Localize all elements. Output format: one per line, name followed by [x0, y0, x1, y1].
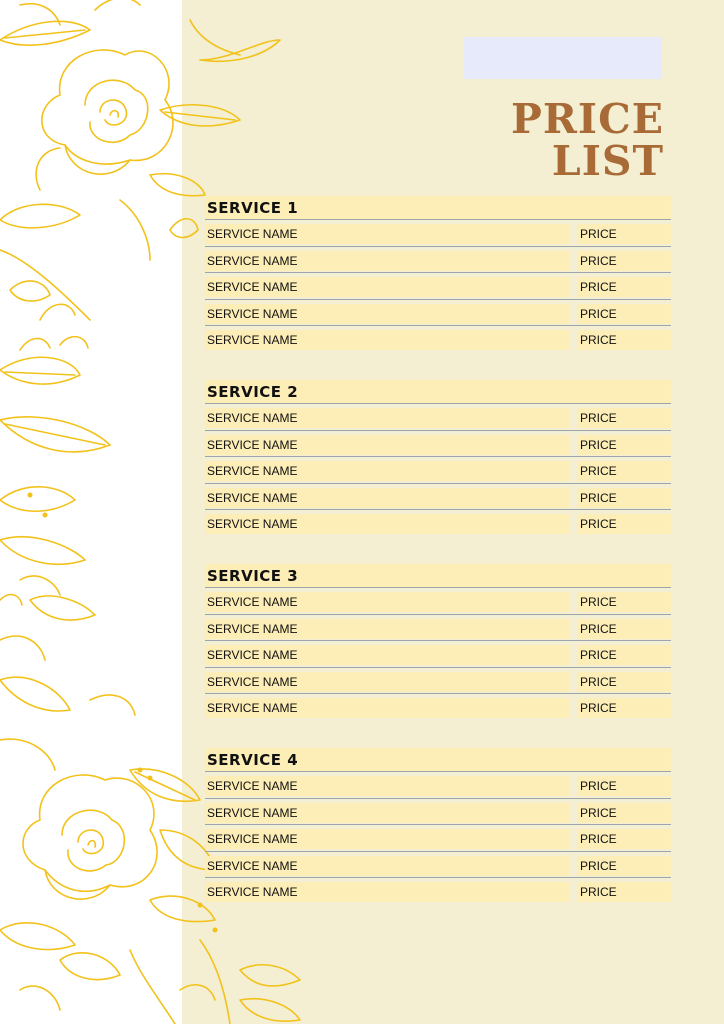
section-heading: SERVICE 4 [205, 748, 671, 772]
service-price: PRICE [580, 227, 617, 241]
service-price: PRICE [580, 832, 617, 846]
service-section [205, 564, 671, 721]
service-price: PRICE [580, 701, 617, 715]
service-name: SERVICE NAME [207, 280, 298, 294]
list-item [205, 457, 671, 484]
service-name: SERVICE NAME [207, 674, 298, 689]
service-price: PRICE [580, 437, 617, 452]
service-name: SERVICE NAME [207, 464, 298, 478]
list-item [205, 326, 671, 353]
logo-placeholder [464, 37, 662, 79]
service-name: SERVICE NAME [207, 227, 298, 241]
service-price: PRICE [580, 779, 617, 793]
section-heading: SERVICE 1 [205, 196, 671, 220]
service-price: PRICE [580, 333, 617, 347]
service-price: PRICE [580, 411, 617, 425]
list-item [205, 510, 671, 537]
title-line: PRICE [511, 95, 664, 143]
rose-illustration-icon [36, 50, 173, 190]
service-name: SERVICE NAME [207, 648, 298, 662]
list-item [205, 273, 671, 300]
service-price: PRICE [580, 858, 617, 873]
service-name: SERVICE NAME [207, 517, 298, 531]
service-price: PRICE [580, 280, 617, 294]
list-item [205, 694, 671, 721]
service-price: PRICE [580, 490, 617, 505]
service-name: SERVICE NAME [207, 805, 298, 820]
service-name: SERVICE NAME [207, 885, 298, 899]
service-name: SERVICE NAME [207, 621, 298, 636]
service-name: SERVICE NAME [207, 411, 298, 425]
service-name: SERVICE NAME [207, 858, 298, 873]
list-item [205, 878, 671, 905]
list-item [205, 588, 671, 615]
service-price: PRICE [580, 464, 617, 478]
page-title [511, 95, 664, 185]
list-item [205, 300, 671, 327]
rose-illustration-icon [23, 775, 157, 899]
section-heading: SERVICE 2 [205, 380, 671, 404]
service-price: PRICE [580, 805, 617, 820]
service-name: SERVICE NAME [207, 779, 298, 793]
service-price: PRICE [580, 595, 617, 609]
list-item [205, 615, 671, 642]
list-item [205, 852, 671, 879]
service-name: SERVICE NAME [207, 701, 298, 715]
list-item [205, 825, 671, 852]
service-name: SERVICE NAME [207, 253, 298, 268]
leaf-icon [0, 337, 110, 620]
list-item [205, 668, 671, 695]
list-item [205, 404, 671, 431]
list-item [205, 641, 671, 668]
service-section [205, 380, 671, 537]
list-item [205, 247, 671, 274]
service-name: SERVICE NAME [207, 490, 298, 505]
service-price: PRICE [580, 517, 617, 531]
list-item [205, 484, 671, 511]
service-section [205, 748, 671, 905]
list-item [205, 772, 671, 799]
service-name: SERVICE NAME [207, 306, 298, 321]
service-price: PRICE [580, 885, 617, 899]
service-name: SERVICE NAME [207, 437, 298, 452]
service-price: PRICE [580, 621, 617, 636]
list-item [205, 431, 671, 458]
service-price: PRICE [580, 648, 617, 662]
list-item [205, 220, 671, 247]
service-section [205, 196, 671, 353]
service-price: PRICE [580, 253, 617, 268]
title-line: LIST [551, 137, 664, 185]
service-name: SERVICE NAME [207, 832, 298, 846]
service-name: SERVICE NAME [207, 595, 298, 609]
list-item [205, 799, 671, 826]
service-price: PRICE [580, 306, 617, 321]
service-price: PRICE [580, 674, 617, 689]
section-heading: SERVICE 3 [205, 564, 671, 588]
service-name: SERVICE NAME [207, 333, 298, 347]
